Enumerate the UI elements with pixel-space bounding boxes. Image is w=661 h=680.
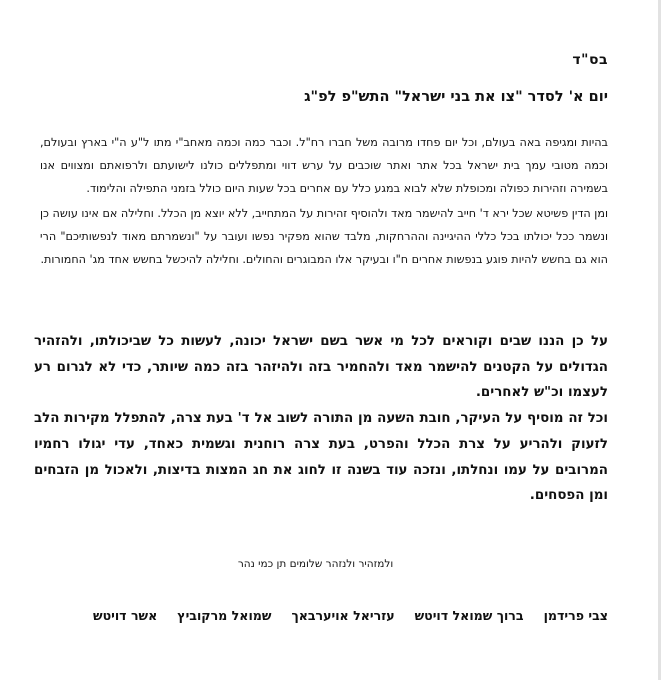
bsd-header: בס"ד xyxy=(572,52,608,68)
main-paragraph: על כן הננו שבים וקוראים לכל מי אשר בשם ישראל יכונה, לעשות כל שביכולתו, ולהזהיר הגדולים על הקטנים להישמר מאד ולהחמיר בזה ולהיזהר בזה כמה שיותר, כדי לא לגרום רע לעצמו וכ"ש לאחרים. xyxy=(34,334,608,401)
signer-name: עזריאל אויערבאך xyxy=(291,608,395,623)
signer-name: ברוך שמואל דויטש xyxy=(414,608,524,623)
signatories xyxy=(93,608,608,623)
signer-name: אשר דויטש xyxy=(93,608,158,623)
main-paragraph: וכל זה מוסיף על העיקר, חובת השעה מן התורה לשוב אל ד' בעת צרה, להתפלל מקירות הלב לזעוק ולהריע על צרת הכלל והפרט, בעת צרה רוחנית וגשמית כאחד, עדי יגולו רחמיו המרובים על עמו ונחלתו, ונזכה עוד בשנה זו לחוג את חג המצות בדיצות, ולאכול מן הזבחים ומן הפסחים. xyxy=(34,411,608,504)
main-call-section xyxy=(34,329,608,509)
letter-title: יום א' לסדר "צו את בני ישראל" התש"פ לפ"ג xyxy=(304,89,608,105)
signer-name: שמואל מרקוביץ xyxy=(177,608,272,623)
intro-paragraph: בהיות ומגיפה באה בעולם, וכל יום פחדו מרובה משל חברו רח"ל. וכבר כמה וכמה מאחב"י מתו ל"ע ה"י בארץ ובעולם, וכמה מטובי עמך בית ישראל בכל אתר ואתר שוכבים על ערש דווי ומתפללים כולנו לישועתם ולרפואתם ומצווים אנו בשמירה וזהירות כפולה ומכופלת שלא לבוא במגע כלל עם אחרים בכל שעות היום כולל בזמני התפילה והלימוד. xyxy=(40,136,608,195)
closing-blessing: ולמזהיר ולנזהר שלומים תן כמי נהר xyxy=(237,558,394,570)
intro-paragraph: ומן הדין פשיטא שכל ירא ד' חייב להישמר מאד ולהוסיף זהירות על המתחייב, ללא יוצא מן הכלל. וחלילה אם אינו עושה כן ונשמר ככל יכולתו בכל כללי ההיגיינה וההרחקות, מלבד שהוא מפקיר נפשו ועובר על "ונשמרתם מאוד לנפשותיכם" הרי הוא גם בחשש להיות פוגע בנפשות אחרים ח"ו ובעיקר אלו המבוגרים והחולים. וחלילה להיכשל בחשש אחד מג' החמורות. xyxy=(40,207,608,266)
signer-name: צבי פרידמן xyxy=(543,608,608,623)
intro-section xyxy=(40,131,608,273)
